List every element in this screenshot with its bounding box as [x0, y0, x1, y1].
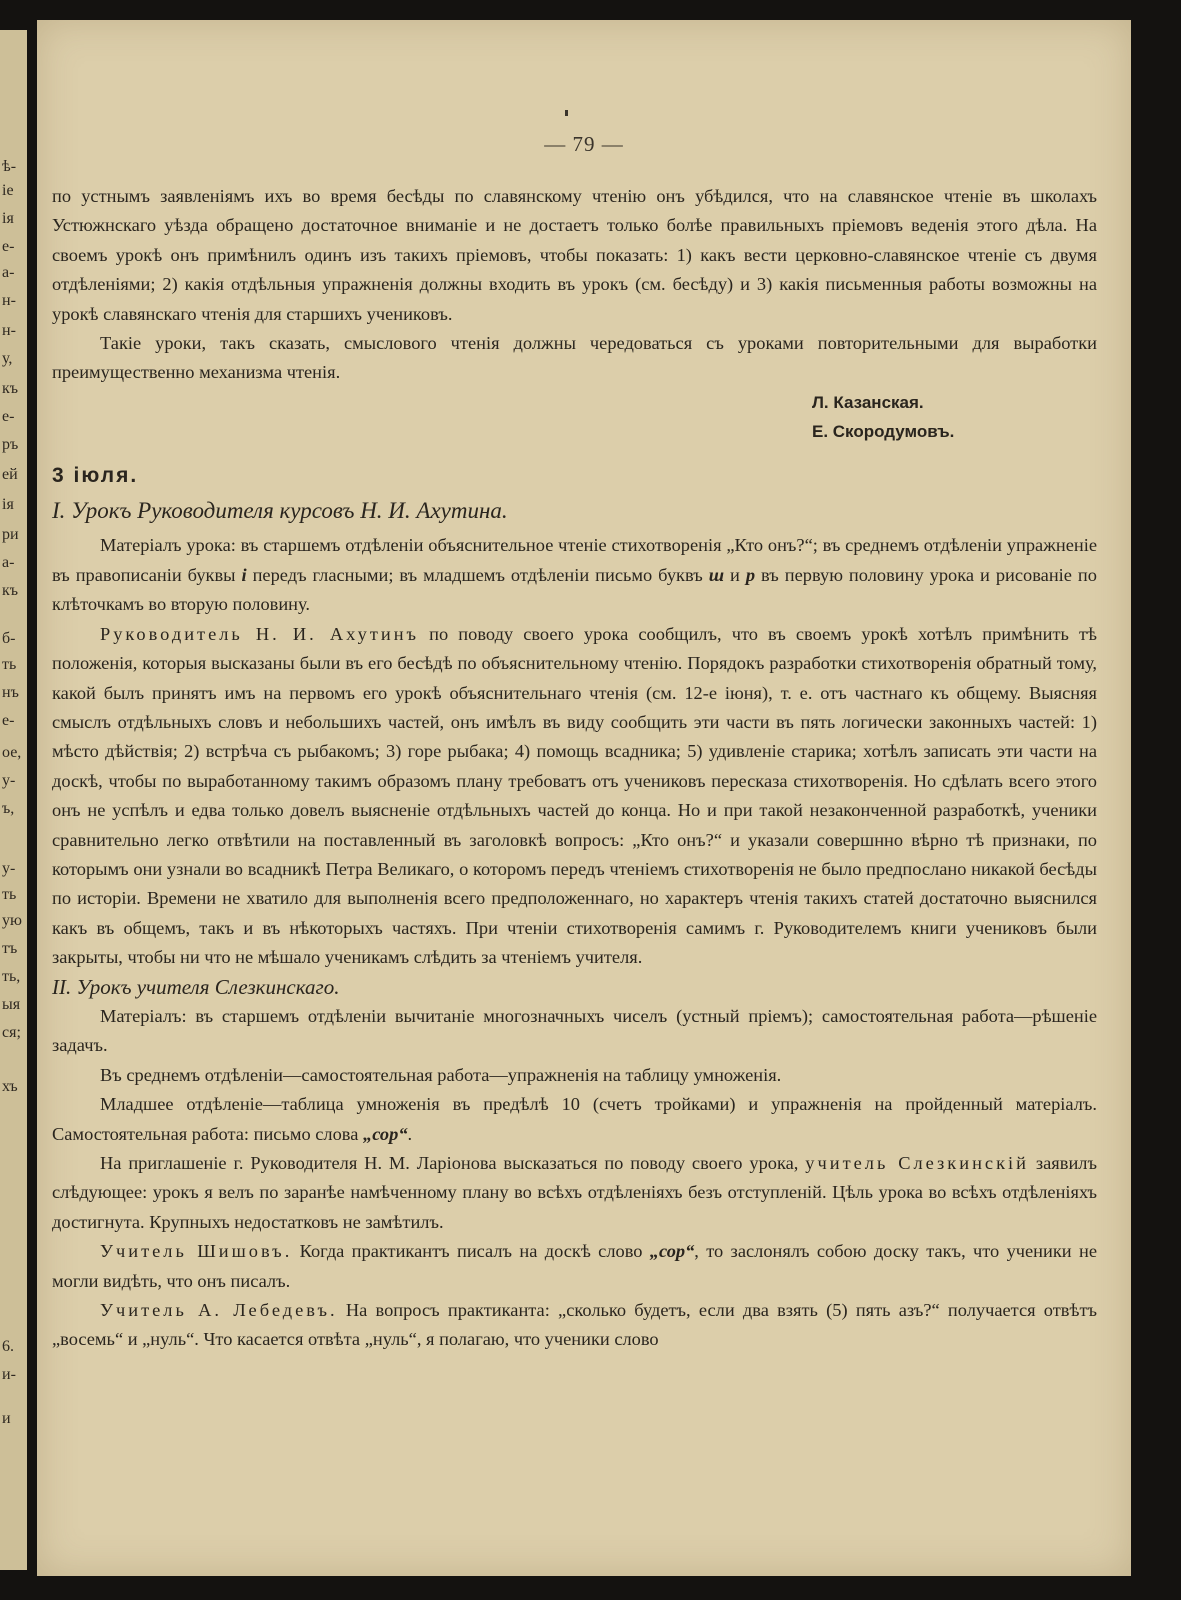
signature-1: Л. Казанская.: [812, 392, 924, 412]
margin-fragment: тъ: [2, 940, 18, 957]
margin-fragment: е-: [2, 238, 15, 255]
margin-fragment: къ: [2, 380, 19, 397]
letter-i: і: [241, 564, 247, 585]
lesson-1-paragraph-2: [52, 620, 1097, 973]
margin-fragment: у-: [2, 772, 16, 789]
margin-fragment: а-: [2, 554, 15, 571]
lesson-2-paragraph-1: Матеріалъ: въ старшемъ отдѣленіи вычитаніе многозначныхъ чиселъ (устный пріемъ); самостоятельная работа—рѣшеніе задачъ.: [52, 1005, 1097, 1056]
margin-fragment: ія: [2, 496, 14, 513]
margin-fragment: н-: [2, 322, 16, 339]
margin-fragment: е-: [2, 712, 15, 729]
text-run: въ первую половину урока и рисованіе по клѣточкамъ во вторую половину.: [52, 564, 1097, 615]
speaker-name: Руководитель Н. И. Ахутинъ: [100, 623, 420, 644]
adjacent-page-edge: [0, 30, 27, 1570]
margin-fragment: у-: [2, 860, 16, 877]
letter-r: р: [745, 564, 756, 585]
margin-fragment: и-: [2, 1366, 16, 1383]
signature-2: Е. Скородумовъ.: [812, 422, 955, 442]
intro-paragraph-2: Такіе уроки, такъ сказать, смыслового чтенія должны чередоваться съ уроками повторительными для выработки преимущественно механизма чтенія.: [52, 333, 1097, 383]
margin-fragment: ія: [2, 210, 14, 227]
lesson-1-heading: I. Урокъ Руководителя курсовъ Н. И. Ахутина.: [52, 498, 508, 524]
margin-fragment: а-: [2, 264, 15, 281]
letter-sh: ш: [708, 564, 725, 585]
lesson-1-paragraph-1: [52, 531, 1097, 619]
margin-fragment: ть: [2, 656, 17, 673]
text-run: На приглашеніе г. Руководителя Н. М. Ларіонова высказаться по поводу своего урока,: [100, 1153, 799, 1173]
margin-fragment: ей: [2, 466, 18, 483]
ink-speck: [565, 110, 568, 116]
text-run: .: [407, 1123, 413, 1144]
page-body: [52, 182, 1097, 1355]
word-sor: „сор“: [649, 1241, 695, 1262]
margin-fragment: нъ: [2, 684, 19, 701]
margin-fragment: ую: [2, 912, 22, 929]
text-run: Младшее отдѣленіе—таблица умноженія въ предѣлѣ 10 (счетъ тройками) и упражненія на пройденный матеріалъ. Самостоятельная работа: письмо слова: [52, 1094, 1097, 1144]
margin-fragment: 6.: [2, 1338, 14, 1355]
page-number: — 79 —: [544, 132, 624, 156]
text-run: заявилъ слѣдующее: урокъ я велъ по заранѣе намѣченному плану во всѣхъ отдѣленіяхъ безъ отступленій. Цѣль урока во всѣхъ отдѣленіяхъ достигнута. Крупныхъ недостатковъ не замѣтилъ.: [52, 1153, 1097, 1232]
margin-fragment: и: [2, 1410, 11, 1427]
margin-fragment: ри: [2, 526, 19, 543]
speaker-name: Учитель Шишовъ.: [100, 1241, 293, 1262]
margin-fragment: ть,: [2, 968, 21, 985]
text-run: и: [730, 564, 740, 585]
margin-fragment: хъ: [2, 1078, 18, 1095]
word-sor: „сор“: [363, 1123, 408, 1144]
text-run: , то заслонялъ собою доску такъ, что ученики не могли видѣть, что онъ писалъ.: [52, 1241, 1097, 1291]
lesson-2-paragraph-4: [52, 1149, 1097, 1237]
margin-fragment: н-: [2, 292, 16, 309]
speaker-name: Учитель А. Лебедевъ.: [100, 1300, 338, 1321]
margin-fragment: ръ: [2, 436, 19, 453]
intro-paragraph-1: по устнымъ заявленіямъ ихъ во время бесѣды по славянскому чтенію онъ убѣдился, что на славянское чтеніе въ школахъ Устюжнскаго уѣзда обращено достаточное вниманіе и не достаетъ только болѣе правильныхъ пріемовъ веденія этого дѣла. На своемъ урокѣ онъ примѣнилъ одинъ изъ такихъ пріемовъ, чтобы показать: 1) какъ вести церковно-славянское чтеніе съ двумя отдѣленіями; 2) какія отдѣльныя упражненія должны входить въ урокъ (см. бесѣду) и 3) какія письменныя работы возможны на урокѣ славянскаго чтенія для старшихъ учениковъ.: [52, 186, 1097, 324]
margin-fragment: ъ,: [2, 800, 15, 817]
lesson-2-paragraph-2: Въ среднемъ отдѣленіи—самостоятельная работа—упражненія на таблицу умноженія.: [100, 1064, 782, 1085]
text-run: передъ гласными; въ младшемъ отдѣленіи письмо буквъ: [252, 564, 703, 585]
margin-fragment: ыя: [2, 996, 21, 1013]
lesson-2-paragraph-3: [52, 1090, 1097, 1149]
margin-fragment: ся;: [2, 1024, 21, 1041]
text-run: Матеріалъ урока: въ старшемъ отдѣленіи объяснительное чтеніе стихотворенія „Кто онъ?“; въ среднемъ отдѣленіи упражненіе въ правописаніи буквы: [52, 535, 1097, 585]
margin-fragment: б-: [2, 630, 16, 647]
lesson-2-heading: II. Урокъ учителя Слезкинскаго.: [52, 974, 340, 999]
margin-fragment: е-: [2, 408, 15, 425]
margin-fragment: ое,: [2, 744, 22, 761]
book-page: [37, 20, 1131, 1576]
speaker-name: учитель Слезкинскій: [805, 1153, 1029, 1173]
margin-fragment: ть: [2, 886, 17, 903]
text-run: Когда практикантъ писалъ на доскѣ слово: [299, 1241, 643, 1262]
margin-fragment: іе: [2, 182, 14, 199]
margin-fragment: ѣ-: [2, 158, 17, 175]
section-date-heading: 3 іюля.: [52, 463, 139, 487]
margin-fragment: у,: [2, 350, 13, 367]
lesson-2-paragraph-5: [52, 1237, 1097, 1296]
lesson-2-paragraph-6: [52, 1296, 1097, 1355]
text-run: по поводу своего урока сообщилъ, что въ своемъ урокѣ хотѣлъ примѣнить тѣ положенія, которыя высказаны были въ его бесѣдѣ по объяснительному чтенію. Порядокъ разработки стихотворенія обратный тому, какой былъ принятъ имъ на первомъ его урокѣ объяснительнаго чтенія (см. 12-е іюня), т. е. отъ частнаго къ общему. Выясняя смыслъ отдѣльныхъ словъ и небольшихъ частей, онъ имѣлъ въ виду сообщить эти части въ пять логически законныхъ частей: 1) мѣсто дѣйствія; 2) встрѣча съ рыбакомъ; 3) горе рыбака; 4) помощь всадника; 5) удивленіе старика; хотѣлъ записать эти части на доскѣ, чтобы по выработанному такимъ образомъ плану требоватъ отъ учениковъ пересказа стихотворенія. Но сдѣлать всего этого онъ не успѣлъ и едва только довелъ выясненіе отдѣльныхъ частей до конца. Но и при такой незаконченной разработкѣ, ученики сравнительно легко отвѣтили на поставленный въ заголовкѣ вопросъ: „Кто онъ?“ и указали совершнно вѣрно тѣ признаки, по которымъ они узнали во всадникѣ Петра Великаго, о которомъ передъ чтеніемъ стихотворенія не было предпослано никакой бесѣды по исторіи. Времени не хватило для выполненія всего предположеннаго, но характеръ чтенія такихъ статей достаточно выяснился какъ въ общемъ, такъ и въ нѣкоторыхъ частяхъ. При чтеніи стихотворенія самимъ г. Руководителемъ книги учениковъ были закрыты, чтобы ни что не мѣшало ученикамъ слѣдить за чтеніемъ учителя.: [52, 623, 1097, 968]
text-run: На вопросъ практиканта: „сколько будетъ, если два взять (5) пять азъ?“ получается отвѣтъ „восемь“ и „нуль“. Что касается отвѣта „нуль“, я полагаю, что ученики слово: [52, 1300, 1097, 1350]
margin-fragment: къ: [2, 582, 19, 599]
